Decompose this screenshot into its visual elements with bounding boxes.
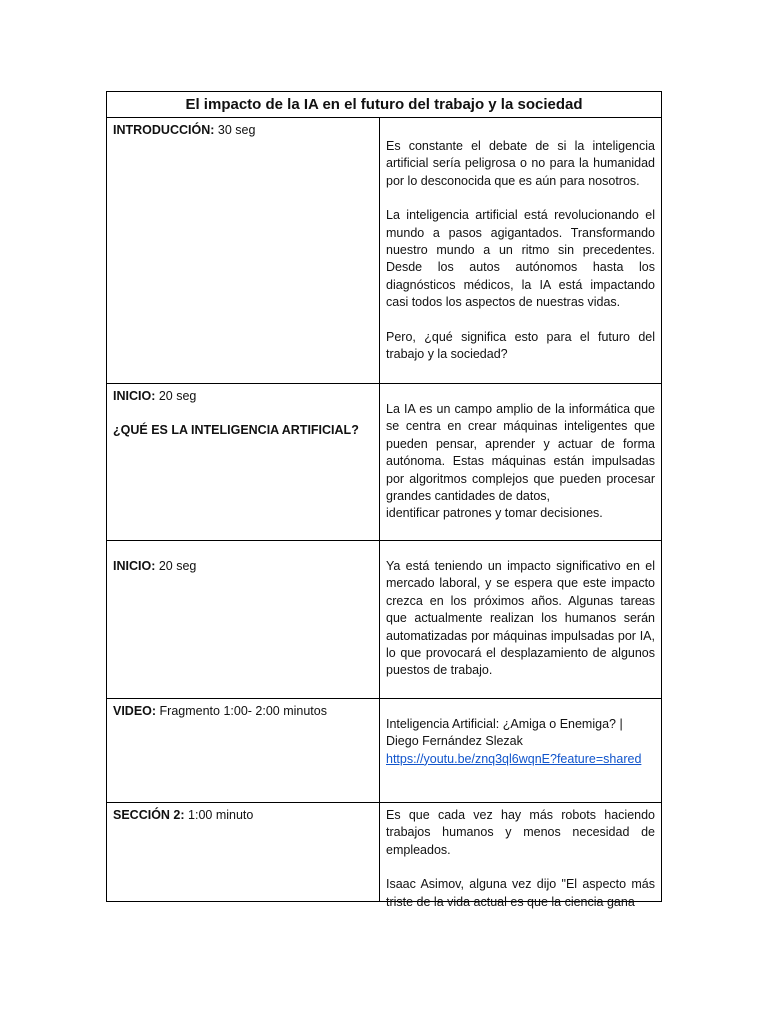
row-label-cell	[107, 541, 380, 698]
video-author: Diego Fernández Slezak	[386, 734, 523, 749]
table-row	[107, 384, 661, 541]
row-label-cell	[107, 699, 380, 802]
row-label-cell	[107, 803, 380, 901]
document-table	[106, 91, 662, 909]
paragraph: Pero, ¿qué significa esto para el futuro del trabajo y la sociedad?	[386, 329, 655, 362]
row-label-cell	[107, 118, 380, 383]
paragraph: Es que cada vez hay más robots haciendo trabajos humanos y menos necesidad de empleados.	[386, 808, 655, 857]
row-label-cell	[107, 384, 380, 540]
row-time: 20 seg	[155, 559, 197, 573]
row-label: SECCIÓN 2:	[113, 808, 185, 822]
paragraph: Es constante el debate de si la inteligencia artificial sería peligrosa o no para la humanidad por lo desconocida que es aún para nosotros.	[386, 139, 655, 188]
row-label: INICIO:	[113, 389, 156, 403]
row-label: VIDEO:	[113, 704, 157, 718]
paragraph: La IA es un campo amplio de la informática que se centra en crear máquinas inteligentes que pueden pensar, aprender y actuar de forma autónoma. Estas máquinas están impulsadas por algoritmos complejos que pueden procesar grandes cantidades de datos,	[386, 402, 655, 504]
document-title: El impacto de la IA en el futuro del trabajo y la sociedad	[107, 92, 661, 118]
row-label: INICIO:	[113, 559, 156, 573]
row-content-cell	[380, 384, 661, 540]
row-time: 30 seg	[214, 123, 256, 137]
table-row	[107, 699, 661, 803]
row-time: 20 seg	[155, 389, 197, 403]
row-time: Fragmento 1:00- 2:00 minutos	[156, 704, 327, 718]
row-label: INTRODUCCIÓN:	[113, 123, 215, 137]
table-row	[107, 803, 661, 909]
row-content-cell	[380, 118, 661, 383]
row-content-cell	[380, 699, 661, 802]
paragraph: Ya está teniendo un impacto significativo en el mercado laboral, y se espera que este impacto crezca en los próximos años. Algunas tareas que actualmente realizan los humanos serán automatizadas por máquinas impulsadas por IA, lo que provocará el desplazamiento de algunos puestos de trabajo.	[386, 559, 655, 678]
paragraph: identificar patrones y tomar decisiones.	[386, 506, 603, 521]
video-link[interactable]: https://youtu.be/znq3ql6wqnE?feature=shared	[386, 751, 642, 766]
table-row	[107, 118, 661, 384]
video-title: Inteligencia Artificial: ¿Amiga o Enemiga? |	[386, 717, 623, 731]
row-content-cell	[380, 803, 661, 909]
table-row	[107, 541, 661, 699]
paragraph: La inteligencia artificial está revolucionando el mundo a pasos agigantados. Transformando nuestro mundo a un ritmo sin precedentes. Desde los autos autónomos hasta los diagnósticos médicos, la IA está impactando casi todos los aspectos de nuestras vidas.	[386, 208, 655, 310]
row-time: 1:00 minuto	[184, 808, 254, 822]
section-question: ¿QUÉ ES LA INTELIGENCIA ARTIFICIAL?	[113, 423, 359, 437]
paragraph: Isaac Asimov, alguna vez dijo "El aspecto más triste de la vida actual es que la ciencia gana	[386, 877, 655, 909]
row-content-cell	[380, 541, 661, 698]
